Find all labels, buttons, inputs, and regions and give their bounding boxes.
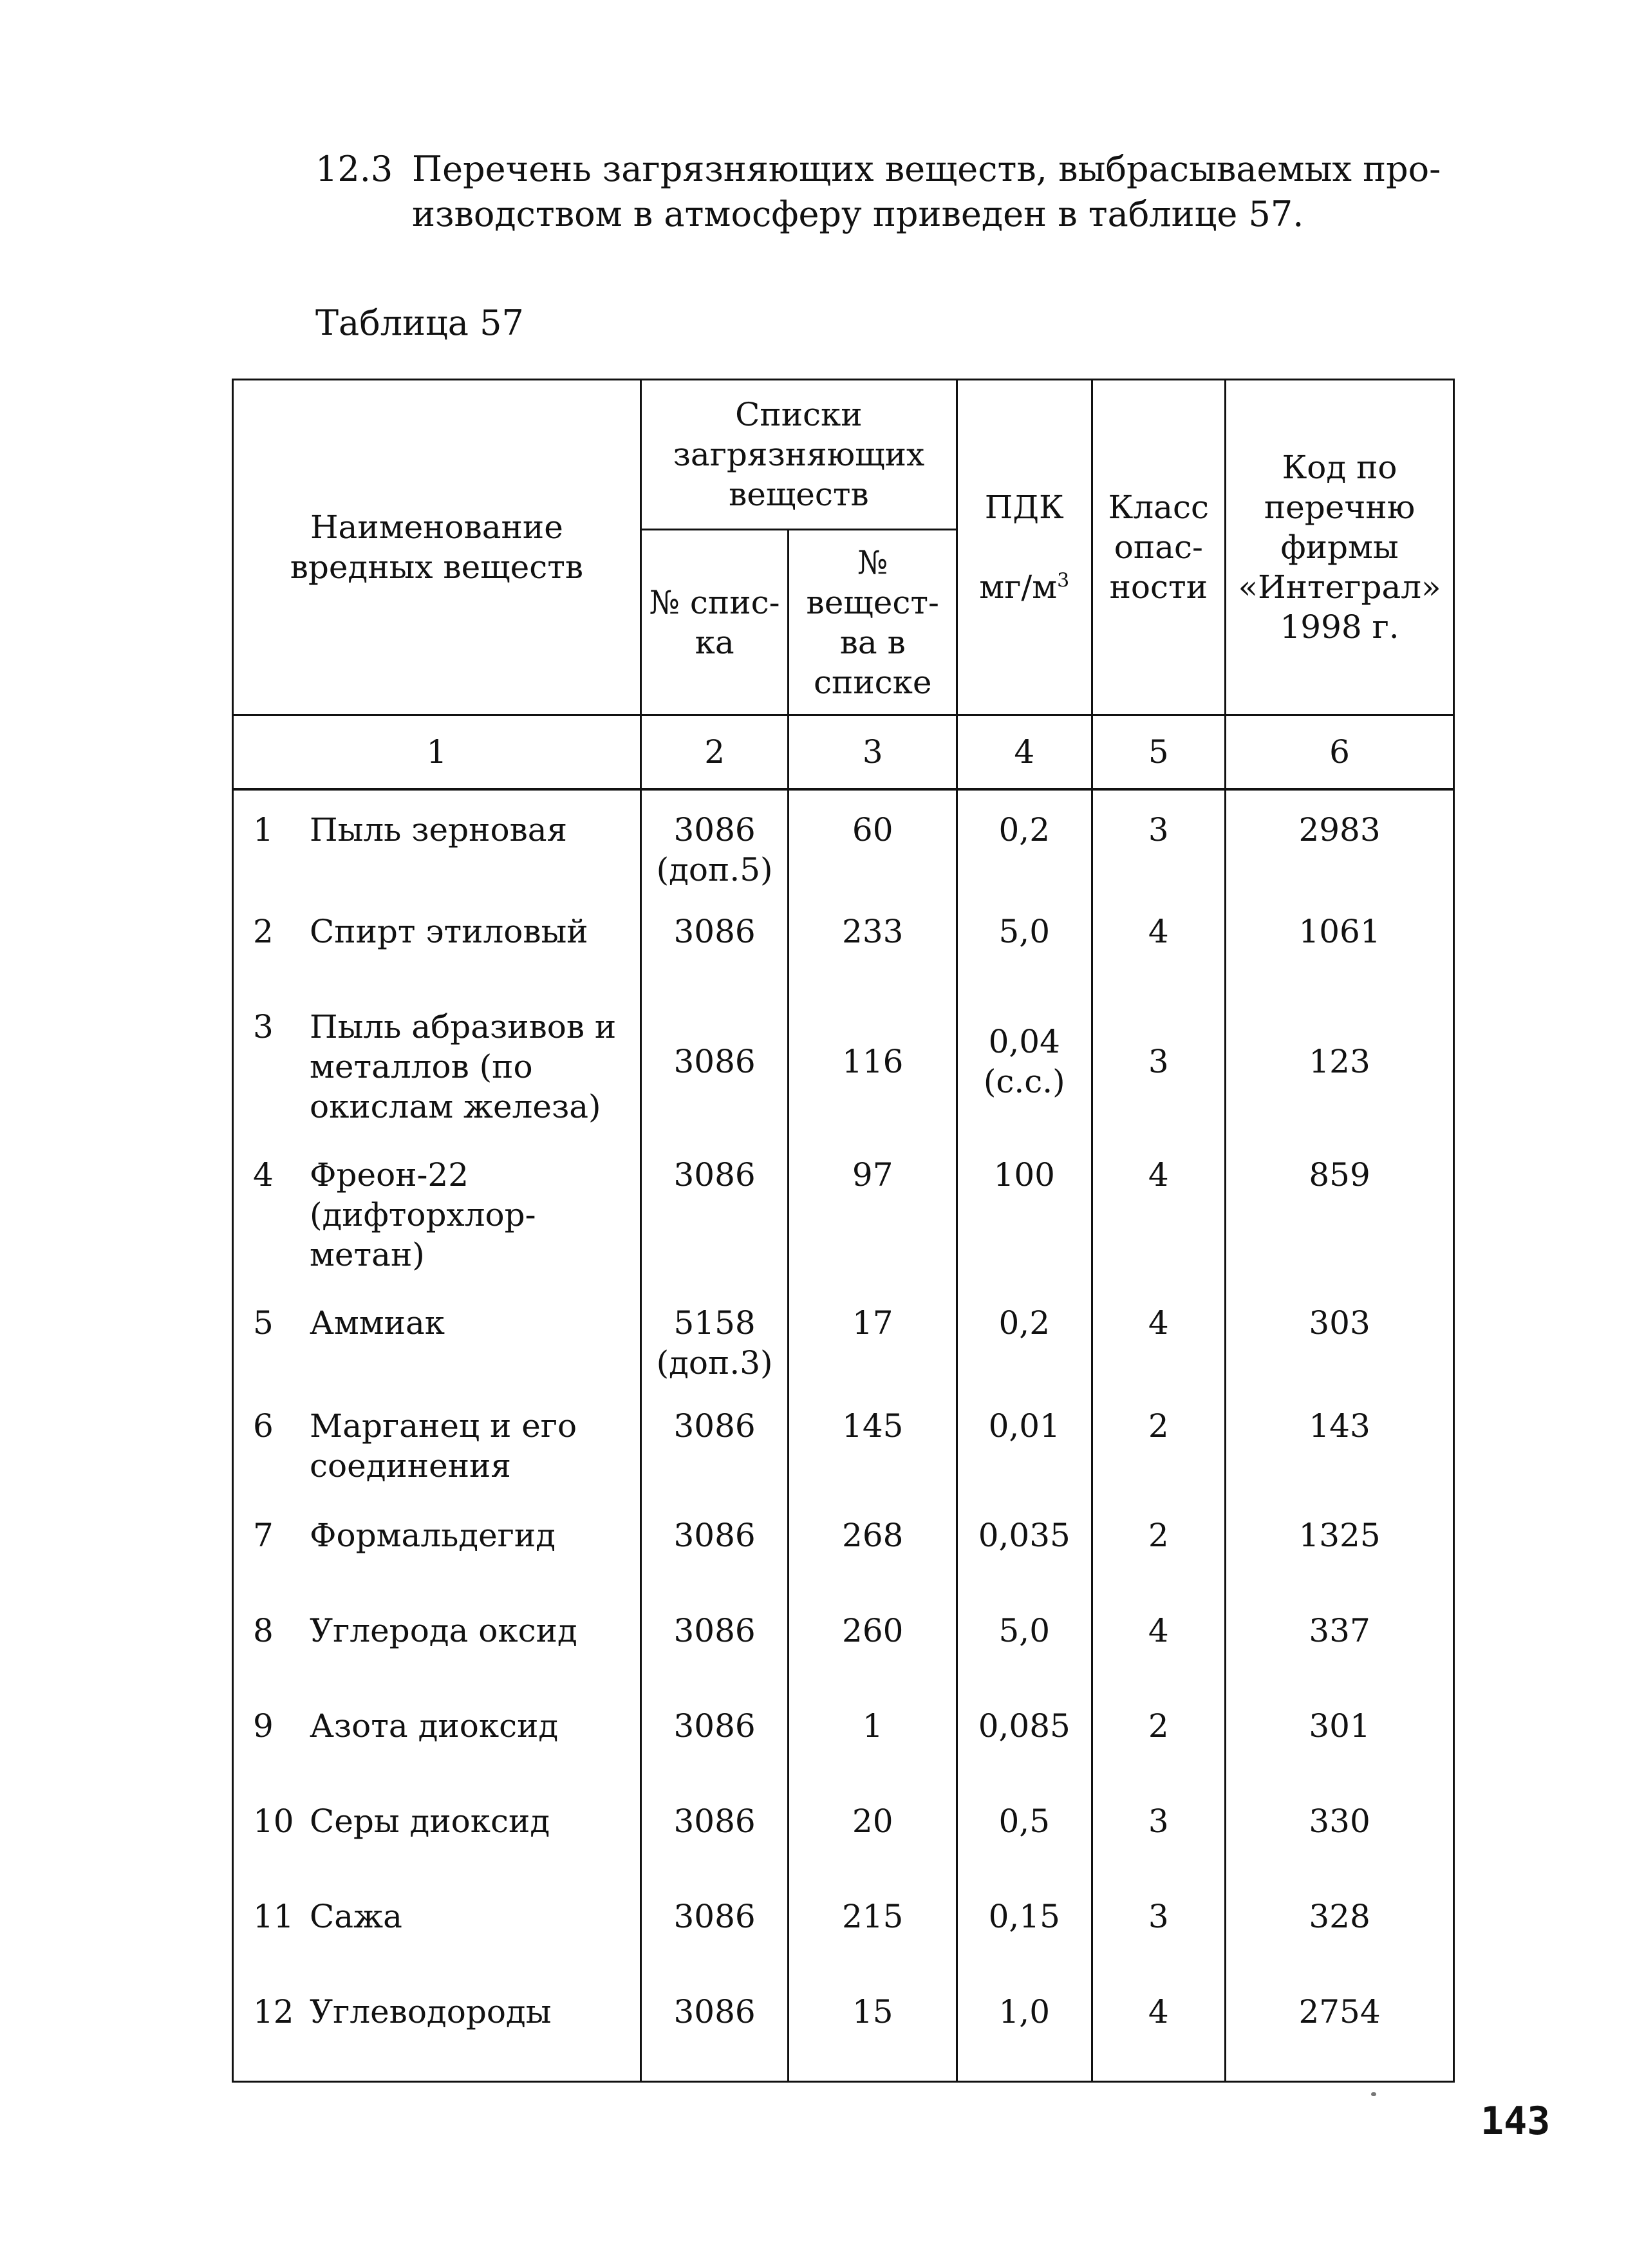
- substance-name-cell: [233, 1284, 641, 1387]
- row-index: 7: [253, 1517, 274, 1554]
- section-number: 12.3: [315, 149, 393, 189]
- substance-number: 15: [789, 1973, 957, 2082]
- table-row: [233, 1284, 1454, 1387]
- list-number: 5158 (доп.3): [640, 1284, 789, 1387]
- header-pdk-unit-sup: 3: [1057, 569, 1070, 592]
- pdk-value: 0,2: [957, 789, 1092, 892]
- substance-name: Сажа: [310, 1898, 402, 1935]
- column-number: 5: [1092, 715, 1226, 790]
- hazard-class: 4: [1092, 1973, 1226, 2082]
- pdk-value: 0,085: [957, 1687, 1092, 1782]
- substance-name-cell: [233, 1973, 641, 2082]
- code-value: 859: [1226, 1136, 1454, 1284]
- substance-number: 1: [789, 1687, 957, 1782]
- hazard-class: 4: [1092, 1591, 1226, 1687]
- substance-number: 116: [789, 988, 957, 1136]
- row-index: 9: [253, 1707, 274, 1745]
- list-number: 3086: [640, 1877, 789, 1973]
- table-row: [233, 892, 1454, 988]
- hazard-class: 2: [1092, 1387, 1226, 1496]
- column-number: 1: [233, 715, 641, 790]
- code-value: 301: [1226, 1687, 1454, 1782]
- pdk-value: 0,04 (с.с.): [957, 988, 1092, 1136]
- row-index: 11: [253, 1898, 294, 1935]
- table-row: [233, 988, 1454, 1136]
- header-pdk-unit: мг/м: [979, 568, 1058, 606]
- pdk-value: 100: [957, 1136, 1092, 1284]
- row-index: 4: [253, 1156, 274, 1194]
- substance-number: 60: [789, 789, 957, 892]
- hazard-class: 2: [1092, 1687, 1226, 1782]
- substance-name: Пыль зерновая: [310, 811, 568, 848]
- header-pdk: [957, 380, 1092, 715]
- list-number: 3086: [640, 1496, 789, 1591]
- list-number: 3086: [640, 1136, 789, 1284]
- substance-name: Азота диоксид: [310, 1707, 559, 1745]
- substance-name-cell: [233, 1591, 641, 1687]
- pdk-value: 1,0: [957, 1973, 1092, 2082]
- header-hazard-class: Класс опас- ности: [1092, 380, 1226, 715]
- pdk-value: 5,0: [957, 1591, 1092, 1687]
- code-value: 328: [1226, 1877, 1454, 1973]
- pdk-value: 0,5: [957, 1782, 1092, 1877]
- column-number: 6: [1226, 715, 1454, 790]
- substance-name: Марганец и его соединения: [310, 1407, 577, 1485]
- header-code: Код по перечню фирмы «Интеграл» 1998 г.: [1226, 380, 1454, 715]
- code-value: 303: [1226, 1284, 1454, 1387]
- intro-line-2: изводством в атмосферу приведен в таблице 57.: [412, 194, 1304, 234]
- code-value: 2754: [1226, 1973, 1454, 2082]
- list-number: 3086: [640, 988, 789, 1136]
- table-row: [233, 1877, 1454, 1973]
- substance-number: 268: [789, 1496, 957, 1591]
- substance-name-cell: [233, 1877, 641, 1973]
- list-number: 3086 (доп.5): [640, 789, 789, 892]
- substance-name-cell: [233, 1782, 641, 1877]
- code-value: 143: [1226, 1387, 1454, 1496]
- code-value: 330: [1226, 1782, 1454, 1877]
- substance-name: Углерода оксид: [310, 1612, 577, 1649]
- substance-name: Углеводороды: [310, 1993, 552, 2030]
- table-row: [233, 1496, 1454, 1591]
- substance-name-cell: [233, 1687, 641, 1782]
- list-number: 3086: [640, 1973, 789, 2082]
- substance-name-cell: [233, 789, 641, 892]
- substance-name-cell: [233, 1136, 641, 1284]
- list-number: 3086: [640, 1782, 789, 1877]
- substance-number: 20: [789, 1782, 957, 1877]
- hazard-class: 4: [1092, 892, 1226, 988]
- substance-name: Аммиак: [310, 1304, 445, 1342]
- hazard-class: 3: [1092, 789, 1226, 892]
- row-index: 1: [253, 811, 274, 848]
- list-number: 3086: [640, 1687, 789, 1782]
- header-substance-no: № вещест- ва в списке: [789, 530, 957, 715]
- column-number: 4: [957, 715, 1092, 790]
- row-index: 3: [253, 1008, 274, 1045]
- substance-number: 233: [789, 892, 957, 988]
- substance-number: 97: [789, 1136, 957, 1284]
- intro-line-1: Перечень загрязняющих веществ, выбрасываемых про-: [412, 149, 1441, 189]
- substance-name: Пыль абразивов и металлов (по окислам железа): [310, 1008, 617, 1125]
- substance-name: Формальдегид: [310, 1517, 556, 1554]
- header-name: Наименование вредных веществ: [233, 380, 641, 715]
- list-number: 3086: [640, 1387, 789, 1496]
- hazard-class: 3: [1092, 1782, 1226, 1877]
- table-caption: Таблица 57: [315, 303, 524, 343]
- scan-speck: [1371, 2092, 1376, 2096]
- column-number-row: [233, 715, 1454, 790]
- substance-name: Серы диоксид: [310, 1803, 550, 1840]
- pdk-value: 0,01: [957, 1387, 1092, 1496]
- hazard-class: 2: [1092, 1496, 1226, 1591]
- substance-number: 215: [789, 1877, 957, 1973]
- row-index: 6: [253, 1407, 274, 1445]
- pdk-value: 0,035: [957, 1496, 1092, 1591]
- code-value: 1061: [1226, 892, 1454, 988]
- substance-name-cell: [233, 988, 641, 1136]
- substance-number: 260: [789, 1591, 957, 1687]
- column-number: 2: [640, 715, 789, 790]
- row-index: 10: [253, 1803, 294, 1840]
- header-pdk-label: ПДК: [984, 489, 1064, 526]
- table-row: [233, 1782, 1454, 1877]
- code-value: 2983: [1226, 789, 1454, 892]
- list-number: 3086: [640, 892, 789, 988]
- substance-name-cell: [233, 1496, 641, 1591]
- table-row: [233, 1973, 1454, 2082]
- hazard-class: 3: [1092, 988, 1226, 1136]
- table-row: [233, 1387, 1454, 1496]
- table-row: [233, 1591, 1454, 1687]
- row-index: 12: [253, 1993, 294, 2030]
- hazard-class: 3: [1092, 1877, 1226, 1973]
- substance-name: Фреон-22 (дифторхлор- метан): [310, 1156, 536, 1273]
- substance-name: Спирт этиловый: [310, 913, 588, 950]
- pdk-value: 0,2: [957, 1284, 1092, 1387]
- substance-number: 17: [789, 1284, 957, 1387]
- code-value: 123: [1226, 988, 1454, 1136]
- page-number: 143: [1481, 2099, 1551, 2144]
- hazard-class: 4: [1092, 1284, 1226, 1387]
- substance-name-cell: [233, 892, 641, 988]
- substance-name-cell: [233, 1387, 641, 1496]
- intro-paragraph: [315, 147, 1468, 237]
- code-value: 337: [1226, 1591, 1454, 1687]
- header-list-no: № спис- ка: [640, 530, 789, 715]
- substance-number: 145: [789, 1387, 957, 1496]
- row-index: 2: [253, 913, 274, 950]
- list-number: 3086: [640, 1591, 789, 1687]
- row-index: 5: [253, 1304, 274, 1342]
- table-row: [233, 1136, 1454, 1284]
- column-number: 3: [789, 715, 957, 790]
- pollutants-table: [232, 379, 1455, 2083]
- pdk-value: 0,15: [957, 1877, 1092, 1973]
- table-row: [233, 1687, 1454, 1782]
- row-index: 8: [253, 1612, 274, 1649]
- table-row: [233, 789, 1454, 892]
- hazard-class: 4: [1092, 1136, 1226, 1284]
- header-lists: Списки загрязняющих веществ: [640, 380, 957, 530]
- pdk-value: 5,0: [957, 892, 1092, 988]
- code-value: 1325: [1226, 1496, 1454, 1591]
